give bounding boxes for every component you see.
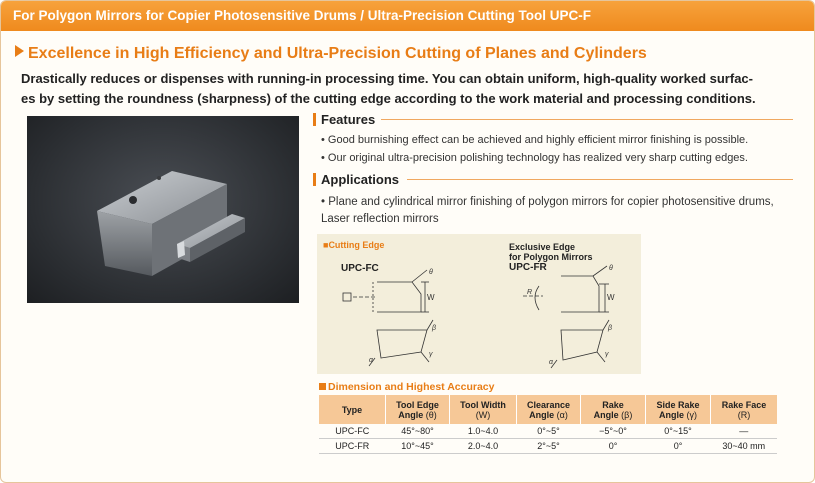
applications-text: • Plane and cylindrical mirror finishing of polygon mirrors for copier photosensitive drums, Laser reflection mirrors: [321, 196, 774, 225]
title-text: Excellence in High Efficiency and Ultra-Precision Cutting of Planes and Cylinders: [28, 45, 647, 62]
col-tool-width: Tool Width (W): [450, 395, 517, 424]
cell-side-rake: 0°: [646, 439, 711, 454]
gamma-symbol-fr: γ: [605, 351, 609, 358]
table-header-row: [319, 395, 777, 424]
col-rake-angle: Rake Angle (β): [581, 395, 646, 424]
feature-item-2: • Our original ultra-precision polishing technology has realized very sharp cutting edges.: [321, 152, 748, 164]
intro-line-2: es by setting the roundness (sharpness) of the cutting edge according to the work material and processing conditions.: [21, 91, 756, 106]
cell-edge-angle: 45°~80°: [386, 424, 450, 439]
edge-drawings: [317, 234, 641, 374]
upc-fr-label: UPC-FR: [509, 262, 547, 273]
beta-symbol-fc: β: [432, 325, 436, 332]
exclusive-line-1: Exclusive Edge: [509, 242, 576, 252]
r-symbol-fr: R: [527, 289, 533, 296]
cell-width: 1.0~4.0: [450, 424, 517, 439]
cell-type: UPC-FR: [319, 439, 386, 454]
cell-edge-angle: 10°~45°: [386, 439, 450, 454]
heading-bar: [313, 173, 316, 186]
dimension-table: [319, 395, 777, 454]
applications-heading-text: Applications: [321, 172, 400, 187]
cell-rake: 0°: [581, 439, 646, 454]
col-side-rake-angle: Side Rake Angle (γ): [646, 395, 711, 424]
cell-rake-face: 30~40 mm: [711, 439, 778, 454]
col-clearance-angle: Clearance Angle (α): [517, 395, 581, 424]
cell-type: UPC-FC: [319, 424, 386, 439]
section-title: [15, 45, 647, 63]
cell-rake: −5°~0°: [581, 424, 646, 439]
table-row: [319, 424, 777, 439]
features-divider: [381, 119, 793, 120]
feature-item-1: • Good burnishing effect can be achieved and highly efficient mirror finishing is possible.: [321, 134, 749, 146]
col-rake-face: Rake Face (R): [711, 395, 778, 424]
applications-text-body: Plane and cylindrical mirror finishing of polygon mirrors for copier photosensitive drums, Laser reflection mirrors: [321, 196, 774, 225]
cutting-edge-diagram: [317, 234, 641, 374]
theta-symbol-fr: θ: [609, 265, 613, 272]
intro-line-1: Drastically reduces or dispenses with running-in processing time. You can obtain uniform, high-quality worked surfac-: [21, 71, 753, 86]
applications-heading: [313, 172, 399, 187]
cell-clearance: 0°~5°: [517, 424, 581, 439]
product-photo: [27, 116, 299, 303]
table-caption: [319, 381, 495, 393]
w-symbol-fr: W: [607, 293, 615, 302]
gamma-symbol-fc: γ: [429, 351, 433, 358]
alpha-symbol-fc: α: [369, 357, 373, 364]
features-heading-text: Features: [321, 112, 376, 127]
applications-divider: [407, 179, 793, 180]
table-caption-text: Dimension and Highest Accuracy: [328, 381, 495, 393]
triangle-icon: [15, 45, 24, 57]
cell-clearance: 2°~5°: [517, 439, 581, 454]
col-tool-edge-angle: Tool Edge Angle (θ): [386, 395, 450, 424]
tool-illustration: [27, 116, 299, 303]
features-heading: [313, 112, 375, 127]
intro-paragraph: [21, 69, 796, 109]
cell-side-rake: 0°~15°: [646, 424, 711, 439]
feature-item-2-text: Our original ultra-precision polishing technology has realized very sharp cutting edges.: [327, 152, 748, 164]
heading-bar: [313, 113, 316, 126]
cell-rake-face: —: [711, 424, 778, 439]
page-header: For Polygon Mirrors for Copier Photosensitive Drums / Ultra-Precision Cutting Tool UPC-F: [1, 1, 814, 31]
square-icon: [319, 383, 326, 390]
cutting-edge-label: ■Cutting Edge: [323, 240, 385, 250]
theta-symbol-fc: θ: [429, 269, 433, 276]
alpha-symbol-fr: α: [549, 359, 553, 366]
beta-symbol-fr: β: [608, 325, 612, 332]
cell-width: 2.0~4.0: [450, 439, 517, 454]
feature-item-1-text: Good burnishing effect can be achieved and highly efficient mirror finishing is possible.: [327, 134, 749, 146]
upc-fc-label: UPC-FC: [341, 263, 379, 274]
exclusive-line-2: for Polygon Mirrors: [509, 252, 593, 262]
w-symbol-fc: W: [427, 293, 435, 302]
table-row: [319, 439, 777, 454]
col-type: Type: [319, 395, 386, 424]
